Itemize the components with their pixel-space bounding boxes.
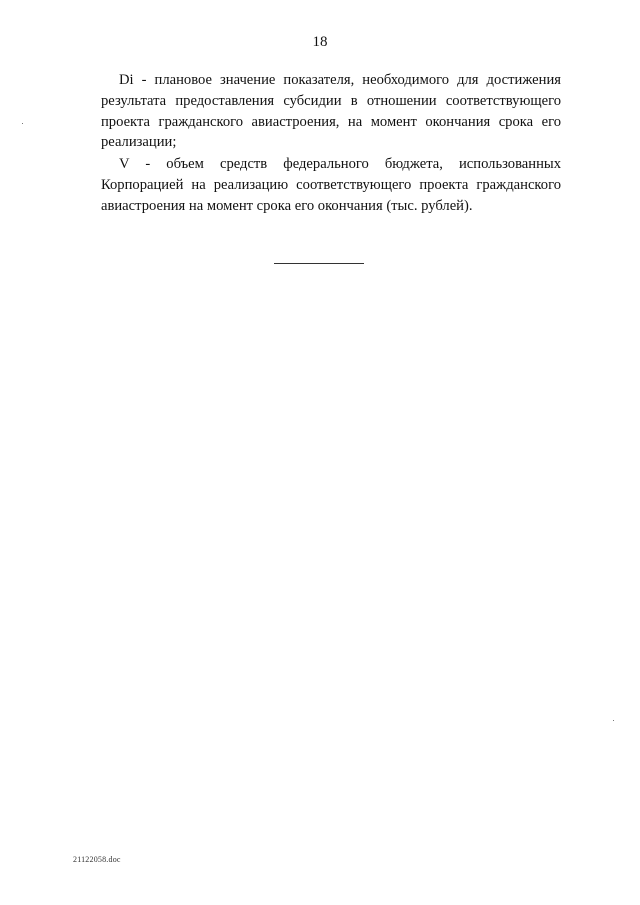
paragraph-di-definition: [101, 70, 561, 153]
footer-file-code: 21122058.doc: [73, 855, 121, 864]
closing-rule: [274, 263, 364, 264]
variable-symbol: V: [119, 156, 130, 173]
paragraph-v-definition: [101, 154, 561, 216]
scan-speck: [613, 720, 614, 721]
variable-definition: - плановое значение показателя, необходимого для достижения результата предоставления субсидии в отношении соответствующего проекта гражданского авиастроения, на момент окончания срока его реализации;: [101, 72, 561, 151]
body-text: [101, 70, 561, 218]
page-number: 18: [312, 34, 328, 50]
variable-definition: - объем средств федерального бюджета, использованных Корпорацией на реализацию соответствующего проекта гражданского авиастроения на момент срока его окончания (тыс. рублей).: [101, 156, 561, 214]
scan-speck: [22, 123, 23, 124]
variable-symbol: Di: [119, 72, 134, 88]
